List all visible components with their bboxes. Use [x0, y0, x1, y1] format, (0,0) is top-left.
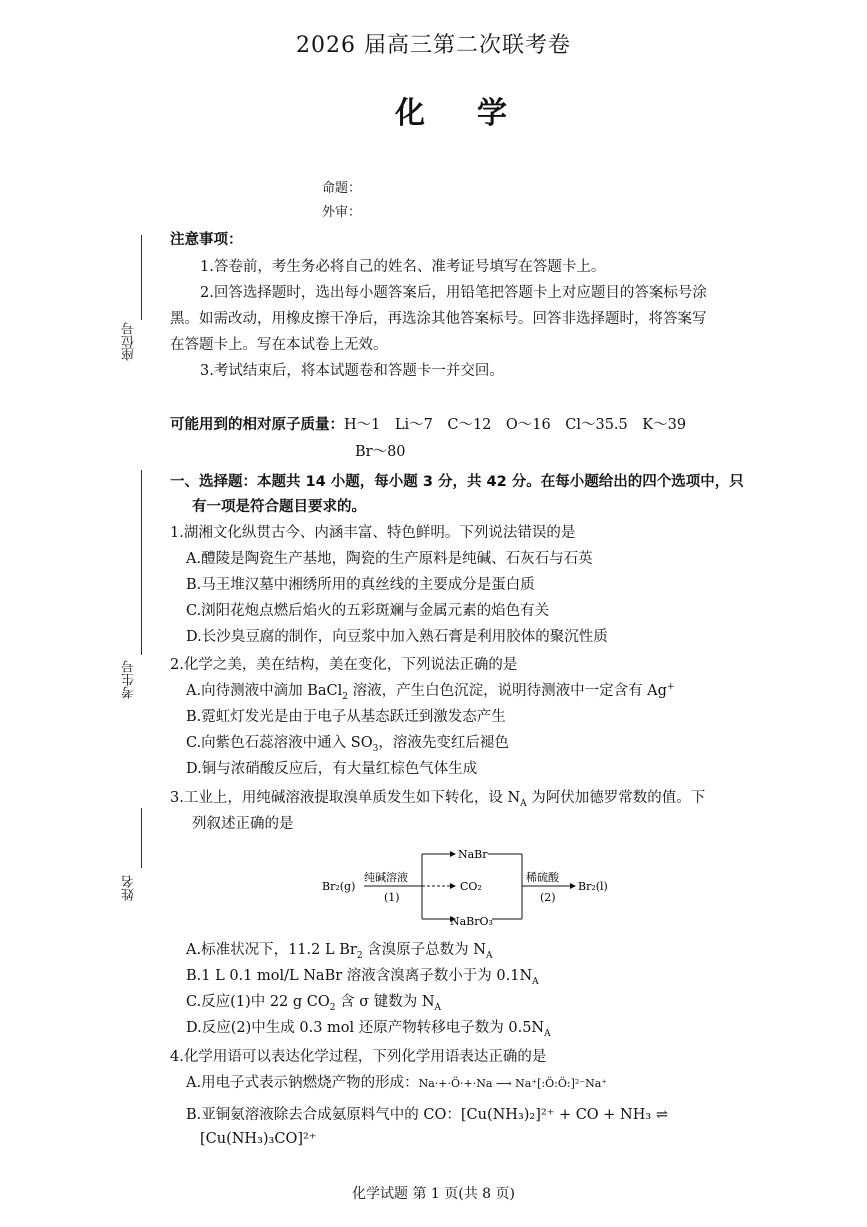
exam-title: 2026 届高三第二次联考卷 — [296, 33, 571, 58]
page-footer: 化学试题 第 1 页(共 8 页) — [352, 1186, 515, 1202]
q3-option-a: A.标准状况下，11.2 L $Br_2$ 含溴原子总数为 $N_A$ — [186, 942, 493, 961]
proposer-label: 命题： — [322, 181, 362, 196]
scheme-arrowhead-mid — [450, 883, 456, 889]
q4-option-b-cont: [Cu(NH₃)₃CO]²⁺ — [200, 1131, 317, 1147]
q4-option-a: A.用电子式表示钠燃烧产物的形成：Na·+·Ö·+·Na ⟶ Na⁺[:Ö:Ö:]²⁻Na⁺ — [186, 1075, 608, 1091]
scheme-arrowhead-top — [450, 851, 456, 857]
name-label: 姓名 — [122, 875, 137, 901]
atomic-mass-br: Br～80 — [355, 444, 406, 460]
q2-option-b: B.霓虹灯发光是由于电子从基态跃迁到激发态产生 — [186, 709, 506, 725]
seat-line — [141, 235, 142, 320]
q1-option-b: B.马王堆汉墓中湘绣所用的真丝线的主要成分是蛋白质 — [186, 577, 535, 593]
q3-option-b: B.1 L 0.1 mol/L NaBr 溶液含溴离子数小于为 $0.1N_A$ — [186, 968, 539, 987]
reviewer-label: 外审： — [322, 205, 362, 220]
question-3-stem: 3.工业上，用纯碱溶液提取溴单质发生如下转化，设 $N_A$ 为阿伏加德罗常数的值。下 — [170, 790, 706, 809]
question-2-stem: 2.化学之美，美在结构，美在变化，下列说法正确的是 — [170, 657, 518, 673]
q4-a-electron-formula: Na·+·Ö·+·Na ⟶ Na⁺[:Ö:Ö:]²⁻Na⁺ — [418, 1077, 608, 1090]
question-4-stem: 4.化学用语可以表达化学过程，下列化学用语表达正确的是 — [170, 1049, 547, 1065]
section-heading-cont: 有一项是符合题目要求的。 — [192, 499, 366, 515]
reaction-scheme — [318, 845, 618, 927]
q1-option-c: C.浏阳花炮点燃后焰火的五彩斑斓与金属元素的焰色有关 — [186, 603, 550, 619]
scheme-product-mid: CO₂ — [460, 880, 482, 893]
notice-item: 在答题卡上。写在本试卷上无效。 — [170, 337, 388, 353]
q4-b-equation: [Cu(NH₃)₂]²⁺ + CO + NH₃ ⇌ — [460, 1107, 668, 1123]
scheme-product-top: NaBr — [458, 848, 488, 861]
question-1-stem: 1.湖湘文化纵贯古今、内涵丰富、特色鲜明。下列说法错误的是 — [170, 525, 576, 541]
q1-option-d: D.长沙臭豆腐的制作，向豆浆中加入熟石膏是利用胶体的聚沉性质 — [186, 629, 608, 645]
subject-title: 化学 — [395, 96, 559, 131]
scheme-step-1: (1) — [384, 891, 400, 904]
q3-option-c: C.反应(1)中 22 g $CO_2$ 含 σ 键数为 $N_A$ — [186, 994, 442, 1013]
exam-number-line — [141, 470, 142, 655]
atomic-mass-label: 可能用到的相对原子质量： — [170, 417, 344, 433]
seat-number-label: 座位号 — [122, 322, 137, 361]
notice-item: 1.答卷前，考生务必将自己的姓名、准考证号填写在答题卡上。 — [200, 259, 606, 275]
scheme-product-bottom: NaBrO₃ — [450, 915, 493, 927]
section-heading: 一、选择题：本题共 14 小题，每小题 3 分，共 42 分。在每小题给出的四个选项中，只 — [170, 474, 744, 490]
scheme-step-2: (2) — [540, 891, 556, 904]
q2-option-a: A.向待测液中滴加 BaCl$_2$ 溶液，产生白色沉淀，说明待测液中一定含有 Ag+ — [186, 682, 675, 702]
scheme-arrowhead-2 — [570, 883, 576, 889]
scheme-final-product: Br₂(l) — [578, 880, 608, 893]
notice-item: 2.回答选择题时，选出每小题答案后，用铅笔把答题卡上对应题目的答案标号涂 — [200, 285, 707, 301]
q4-option-b: B.亚铜氨溶液除去合成氨原料气中的 CO：[Cu(NH₃)₂]²⁺ + CO + NH₃ ⇌ — [186, 1107, 668, 1123]
name-line — [141, 808, 142, 868]
question-3-stem-cont: 列叙述正确的是 — [192, 816, 294, 832]
notice-heading: 注意事项： — [170, 232, 243, 248]
q1-option-a: A.醴陵是陶瓷生产基地，陶瓷的生产原料是纯碱、石灰石与石英 — [186, 551, 593, 567]
scheme-reagent-1: 纯碱溶液 — [364, 871, 408, 884]
atomic-mass-values: H～1 Li～7 C～12 O～16 Cl～35.5 K～39 — [344, 417, 687, 433]
q3-option-d: D.反应(2)中生成 0.3 mol 还原产物转移电子数为 $0.5N_A$ — [186, 1020, 551, 1039]
notice-item: 3.考试结束后，将本试题卷和答题卡一并交回。 — [200, 363, 504, 379]
q2-option-d: D.铜与浓硝酸反应后，有大量红棕色气体生成 — [186, 761, 478, 777]
atomic-mass-line — [170, 413, 686, 434]
exam-number-label: 考生号 — [122, 660, 137, 699]
q2-option-c: C.向紫色石蕊溶液中通入 $SO_3$，溶液先变红后褪色 — [186, 735, 509, 754]
scheme-reactant: Br₂(g) — [322, 880, 356, 893]
notice-item: 黑。如需改动，用橡皮擦干净后，再选涂其他答案标号。回答非选择题时，将答案写 — [170, 311, 707, 327]
scheme-reagent-2: 稀硫酸 — [526, 871, 559, 884]
